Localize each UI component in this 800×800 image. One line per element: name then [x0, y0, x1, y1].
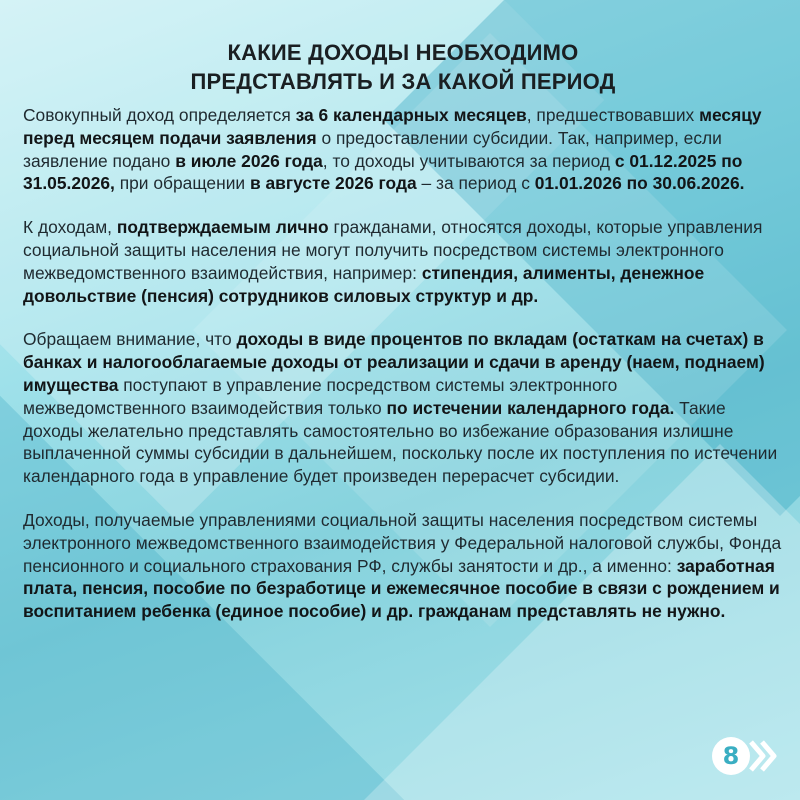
paragraph-personal-income — [23, 216, 783, 307]
text: Такие доходы желательно представлять самостоятельно во избежание образования излишне выплаченной суммы субсидии в дальнейшем, поскольку после их поступления по истечении календарного года в управление будет произведен перерасчет субсидии. — [23, 397, 778, 487]
paragraph-automatic-income — [23, 509, 783, 623]
text: , то доходы учитываются за период — [322, 150, 615, 171]
text: К доходам, — [23, 217, 117, 238]
text: – за период с — [416, 173, 535, 194]
paragraph-period — [23, 104, 783, 195]
page-title — [23, 38, 783, 96]
bold-text: подтверждаемым лично — [116, 217, 329, 238]
channel-8-logo-icon — [712, 734, 778, 778]
paragraph-deposit-income — [23, 328, 783, 488]
document-body — [23, 38, 783, 644]
bold-text: 01.01.2026 по 30.06.2026. — [534, 173, 745, 194]
bold-text: стипендия, алименты, денежное довольствие (пенсия) сотрудников силовых структур и др. — [23, 262, 705, 306]
text: о предоставлении субсидии. Так, например, если заявление подано — [23, 127, 722, 171]
text: Обращаем внимание, что — [23, 329, 237, 350]
bold-text: в июле 2026 года — [175, 150, 323, 171]
logo-circle: 8 — [712, 737, 750, 775]
bold-text: по истечении календарного года. — [386, 397, 675, 418]
title-line-2: ПРЕДСТАВЛЯТЬ И ЗА КАКОЙ ПЕРИОД — [190, 69, 616, 94]
title-line-1: КАКИЕ ДОХОДЫ НЕОБХОДИМО — [227, 40, 579, 65]
bold-text: за 6 календарных месяцев — [295, 105, 527, 125]
bold-text: в августе 2026 года — [249, 173, 417, 194]
bold-text: с 01.12.2025 по 31.05.2026, — [23, 150, 743, 194]
bold-text: доходы в виде процентов по вкладам (остаткам на счетах) в банках и налогооблагаемые доходы от реализации и сдачи в аренду (наем, поднаем) имущества — [23, 329, 765, 395]
text: гражданами, относятся доходы, которые управления социальной защиты населения не могут получить посредством системы электронного межведомственного взаимодействия, например: — [23, 217, 763, 283]
text: Доходы, получаемые управлениями социальной защиты населения посредством системы электронного межведомственного взаимодействия у Федеральной налоговой службы, Фонда пенсионного и социального страхования РФ, службы занятости и др., а именно: — [23, 509, 782, 576]
bold-text: месяцу перед месяцем подачи заявления — [23, 105, 762, 148]
text: , предшествовавших — [526, 105, 700, 125]
text: при обращении — [114, 173, 250, 194]
text: поступают в управление посредством системы электронного межведомственного взаимодействия только — [23, 374, 618, 418]
text: Совокупный доход определяется — [23, 105, 296, 125]
bold-text: заработная плата, пенсия, пособие по безработице и ежемесячное пособие в связи с рождением и воспитанием ребенка (единое пособие) и др. гражданам представлять не нужно. — [23, 555, 780, 622]
double-chevron-icon — [748, 736, 778, 776]
